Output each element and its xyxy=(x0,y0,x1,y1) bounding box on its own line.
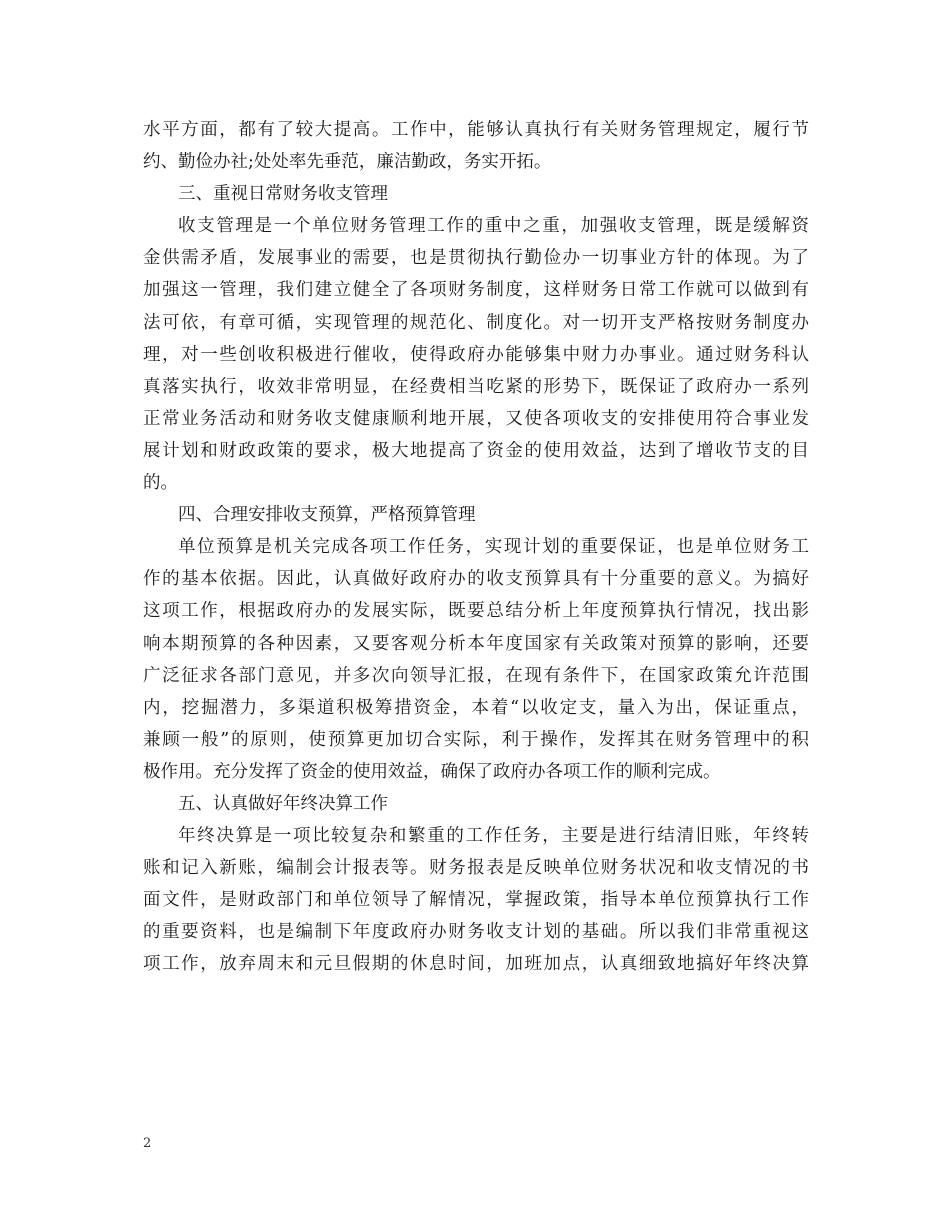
text-line: 理，对一些创收积极进行催收，使得政府办能够集中财力办事业。通过财务科认 xyxy=(143,344,809,365)
text-line: 年终决算是一项比较复杂和繁重的工作任务，主要是进行结清旧账，年终转 xyxy=(178,826,809,847)
text-line: 兼顾一般”的原则，使预算更加切合实际，利于操作，发挥其在财务管理中的积 xyxy=(143,729,809,750)
text-line: 五、认真做好年终决算工作 xyxy=(178,793,388,814)
text-line: 三、重视日常财务收支管理 xyxy=(178,184,388,205)
text-line: 四、合理安排收支预算，严格预算管理 xyxy=(178,505,476,526)
text-line: 极作用。充分发挥了资金的使用效益，确保了政府办各项工作的顺利完成。 xyxy=(143,761,721,782)
text-line: 法可依，有章可循，实现管理的规范化、制度化。对一切开支严格按财务制度办 xyxy=(143,312,809,333)
text-line: 单位预算是机关完成各项工作任务，实现计划的重要保证，也是单位财务工 xyxy=(178,537,809,558)
text-line: 响本期预算的各种因素，又要客观分析本年度国家有关政策对预算的影响，还要 xyxy=(143,633,809,654)
text-line: 加强这一管理，我们建立健全了各项财务制度，这样财务日常工作就可以做到有 xyxy=(143,280,809,301)
text-line: 账和记入新账，编制会计报表等。财务报表是反映单位财务状况和收支情况的书 xyxy=(143,858,809,879)
text-line: 真落实执行，收效非常明显，在经费相当吃紧的形势下，既保证了政府办一系列 xyxy=(143,376,809,397)
text-line: 这项工作，根据政府办的发展实际，既要总结分析上年度预算执行情况，找出影 xyxy=(143,601,809,622)
body-text xyxy=(143,114,809,981)
text-line: 正常业务活动和财务收支健康顺利地开展，又使各项收支的安排使用符合事业发 xyxy=(143,408,809,429)
text-line: 面文件，是财政部门和单位领导了解情况，掌握政策，指导本单位预算执行工作 xyxy=(143,890,809,911)
text-line: 广泛征求各部门意见，并多次向领导汇报，在现有条件下，在国家政策允许范围 xyxy=(143,665,809,686)
text-line: 的。 xyxy=(143,473,178,494)
text-line: 项工作，放弃周末和元旦假期的休息时间，加班加点，认真细致地搞好年终决算 xyxy=(143,954,809,975)
text-line: 作的基本依据。因此，认真做好政府办的收支预算具有十分重要的意义。为搞好 xyxy=(143,569,809,590)
text-line: 金供需矛盾，发展事业的需要，也是贯彻执行勤俭办一切事业方针的体现。为了 xyxy=(143,248,809,269)
page-number: 2 xyxy=(143,1136,152,1151)
text-line: 的重要资料，也是编制下年度政府办财务收支计划的基础。所以我们非常重视这 xyxy=(143,922,809,943)
text-line: 约、勤俭办社;处处率先垂范，廉洁勤政，务实开拓。 xyxy=(143,152,552,173)
text-line: 展计划和财政政策的要求，极大地提高了资金的使用效益，达到了增收节支的目 xyxy=(143,440,809,461)
text-line: 收支管理是一个单位财务管理工作的重中之重，加强收支管理，既是缓解资 xyxy=(178,216,809,237)
text-line: 水平方面，都有了较大提高。工作中，能够认真执行有关财务管理规定，履行节 xyxy=(143,120,809,140)
text-line: 内，挖掘潜力，多渠道积极筹措资金，本着“以收定支，量入为出，保证重点， xyxy=(143,697,809,718)
